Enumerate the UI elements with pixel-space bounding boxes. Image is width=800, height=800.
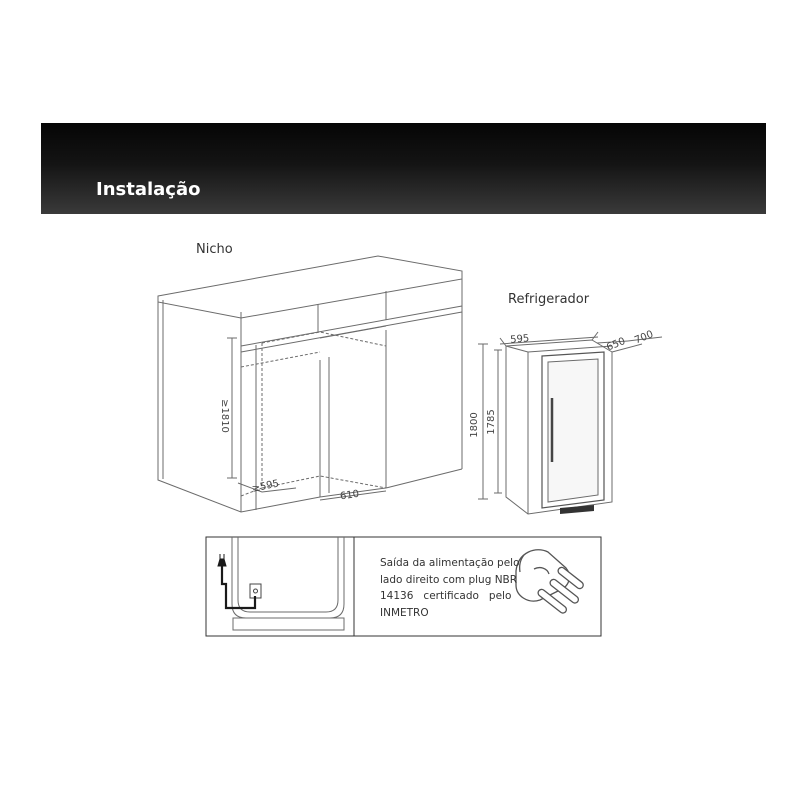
power-note-line: 14136 certificado pelo [380, 590, 512, 602]
page-title: Instalação [96, 179, 201, 200]
power-note-line: Saída da alimentação pelo [380, 557, 520, 569]
niche-width-dim: 610 [339, 488, 360, 503]
power-note-text [380, 555, 530, 621]
fridge-height-total-dim: 1800 [469, 412, 480, 438]
fridge-depth-body-dim: 650 [605, 336, 627, 354]
niche-drawing [158, 256, 462, 512]
fridge-rear-detail [232, 537, 344, 630]
niche-depth-dim: ≥595 [250, 478, 281, 495]
niche-label: Nicho [196, 242, 233, 257]
niche-height-dim: ≥1810 [219, 399, 230, 433]
refrigerator-label: Refrigerador [508, 292, 590, 307]
fridge-width-dim: 595 [509, 333, 530, 346]
power-note-line: lado direito com plug NBR [380, 573, 518, 586]
refrigerator-drawing [478, 332, 662, 514]
fridge-height-body-dim: 1785 [486, 409, 497, 435]
fridge-depth-total-dim: 700 [633, 329, 655, 347]
power-note-line: INMETRO [380, 606, 429, 619]
power-cable-plug-icon [218, 554, 226, 566]
